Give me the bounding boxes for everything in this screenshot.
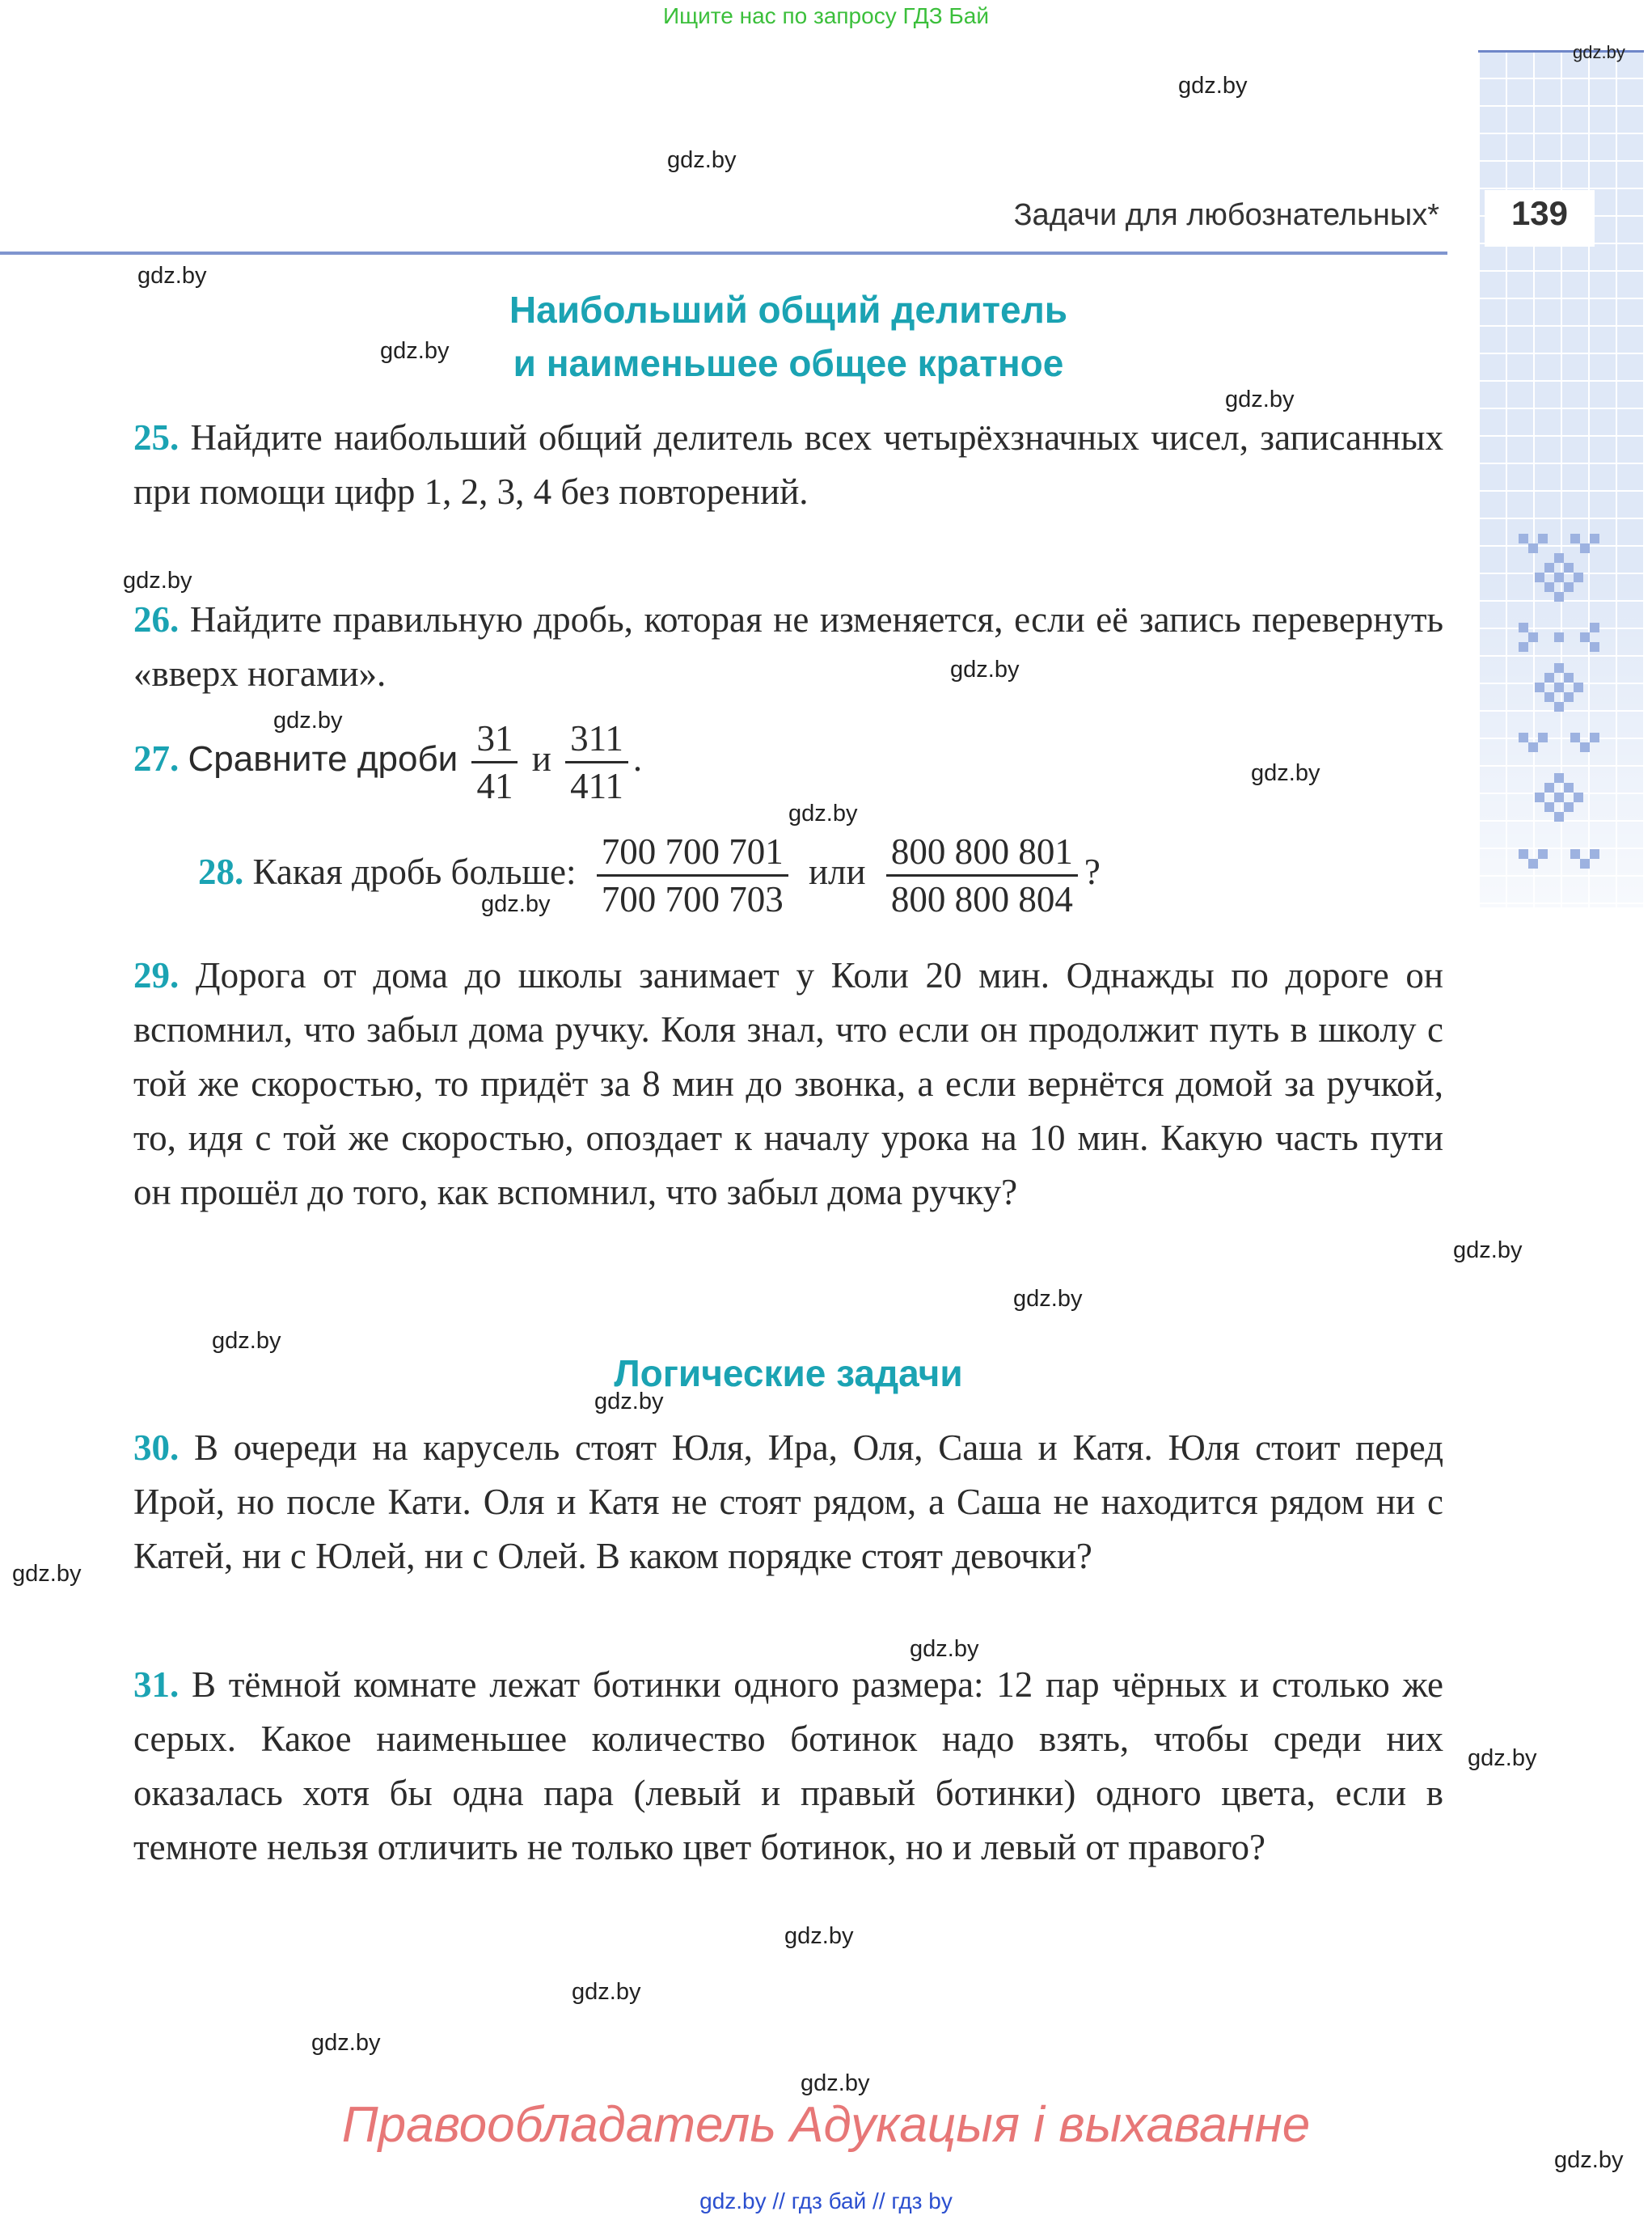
watermark: gdz.by bbox=[950, 657, 1020, 683]
copyright-footer: Правообладатель Адукацыя і выхаванне bbox=[341, 2097, 1311, 2153]
section-title-logic: Логические задачи bbox=[614, 1352, 963, 1394]
watermark: gdz.by bbox=[212, 1328, 281, 1354]
problem-27-lead: Сравните дроби bbox=[188, 738, 458, 779]
problem-29 bbox=[133, 949, 1443, 1220]
problem-30-number: 30. bbox=[133, 1427, 180, 1468]
watermark: gdz.by bbox=[311, 2030, 381, 2056]
problem-30 bbox=[133, 1421, 1443, 1583]
problem-26-number: 26. bbox=[133, 599, 180, 640]
watermark: gdz.by bbox=[572, 1979, 641, 2005]
running-head: Задачи для любознательных* bbox=[1013, 198, 1439, 232]
watermark: gdz.by bbox=[1453, 1237, 1523, 1263]
bottom-links[interactable]: gdz.by // гдз бай // гдз by bbox=[699, 2188, 953, 2213]
problem-30-text: В очереди на карусель стоят Юля, Ира, Оля, Саша и Катя. Юля стоит перед Ирой, но после Кати. Оля и Катя не стоят рядом, а Саша не находится рядом ни с Катей, ни с Юлей, ни с Олей. В каком порядке стоят девочки? bbox=[133, 1427, 1443, 1576]
section-title-gcd-line1: Наибольший общий делитель bbox=[509, 289, 1068, 331]
problem-28-tail: ? bbox=[1084, 851, 1101, 892]
watermark: gdz.by bbox=[1178, 73, 1248, 99]
watermark: gdz.by bbox=[12, 1561, 82, 1587]
problem-26-text: Найдите правильную дробь, которая не изменяется, если её запись перевернуть «вверх ногами». bbox=[133, 599, 1444, 694]
problem-25-text: Найдите наибольший общий делитель всех четырёхзначных чисел, записанных при помощи цифр 1, 2, 3, 4 без повторений. bbox=[133, 417, 1444, 512]
problem-25-number: 25. bbox=[133, 417, 180, 458]
problem-29-number: 29. bbox=[133, 955, 180, 996]
watermark: gdz.by bbox=[1013, 1286, 1083, 1312]
watermark: gdz.by bbox=[123, 568, 192, 594]
fraction-denominator: 800 800 804 bbox=[890, 879, 1073, 920]
fraction-numerator: 31 bbox=[471, 716, 518, 763]
problem-31-text: В тёмной комнате лежат ботинки одного размера: 12 пар чёрных и столько же серых. Какое наименьшее количество ботинок надо взять, чтобы среди них оказалась хотя бы одна пара (левый и правый ботинки) одного цвета, если в темноте нельзя отличить не только цвет ботинок, но и левый от правого? bbox=[133, 1664, 1444, 1867]
problem-25 bbox=[133, 411, 1443, 519]
problem-31 bbox=[133, 1658, 1443, 1875]
fraction-700700701-700700703 bbox=[597, 829, 788, 922]
top-banner: Ищите нас по запросу ГДЗ Бай bbox=[662, 3, 990, 28]
fraction-denominator: 41 bbox=[476, 766, 513, 806]
problem-28-lead: Какая дробь больше: bbox=[252, 851, 577, 892]
ornament-icon bbox=[1510, 534, 1608, 906]
fraction-denominator: 700 700 703 bbox=[601, 879, 784, 920]
watermark: gdz.by bbox=[910, 1636, 979, 1662]
watermark: gdz.by bbox=[1251, 760, 1320, 786]
watermark: gdz.by bbox=[1554, 2147, 1624, 2173]
watermark: gdz.by bbox=[801, 2070, 870, 2096]
section-title-gcd bbox=[323, 283, 1253, 390]
problem-26 bbox=[133, 593, 1443, 701]
section-title-gcd-line2: и наименьшее общее кратное bbox=[513, 342, 1064, 384]
watermark: gdz.by bbox=[137, 263, 207, 289]
problem-27-conj: и bbox=[531, 738, 551, 779]
watermark: gdz.by bbox=[1573, 42, 1625, 62]
problem-28-conj: или bbox=[808, 851, 866, 892]
watermark: gdz.by bbox=[1225, 387, 1295, 412]
problem-31-number: 31. bbox=[133, 1664, 180, 1705]
problem-27-tail: . bbox=[632, 738, 643, 779]
problem-28 bbox=[198, 829, 1443, 922]
watermark: gdz.by bbox=[667, 147, 737, 173]
fraction-31-41 bbox=[471, 716, 518, 809]
fraction-numerator: 311 bbox=[565, 716, 628, 763]
fraction-numerator: 800 800 801 bbox=[886, 829, 1078, 877]
fraction-numerator: 700 700 701 bbox=[597, 829, 788, 877]
fraction-311-411 bbox=[565, 716, 628, 809]
watermark: gdz.by bbox=[481, 891, 551, 917]
watermark: gdz.by bbox=[594, 1389, 664, 1414]
problem-28-number: 28. bbox=[198, 851, 244, 892]
problem-29-text: Дорога от дома до школы занимает у Коли 20 мин. Однажды по дороге он вспомнил, что забыл дома ручку. Коля знал, что если он продолжит путь в школу с той же скоростью, то придёт за 8 мин до звонка, а если вернётся домой за ручкой, то, идя с той же скоростью, опоздает к началу урока на 10 мин. Какую часть пути он прошёл до того, как вспомнил, что забыл дома ручку? bbox=[133, 955, 1443, 1212]
header-rule bbox=[0, 252, 1447, 255]
watermark: gdz.by bbox=[1468, 1745, 1537, 1771]
watermark: gdz.by bbox=[784, 1923, 854, 1949]
page-number: 139 bbox=[1510, 194, 1569, 232]
fraction-800800801-800800804 bbox=[886, 829, 1078, 922]
watermark: gdz.by bbox=[788, 801, 858, 827]
problem-27-number: 27. bbox=[133, 738, 180, 779]
fraction-denominator: 411 bbox=[570, 766, 623, 806]
watermark: gdz.by bbox=[380, 338, 450, 364]
watermark: gdz.by bbox=[273, 708, 343, 734]
